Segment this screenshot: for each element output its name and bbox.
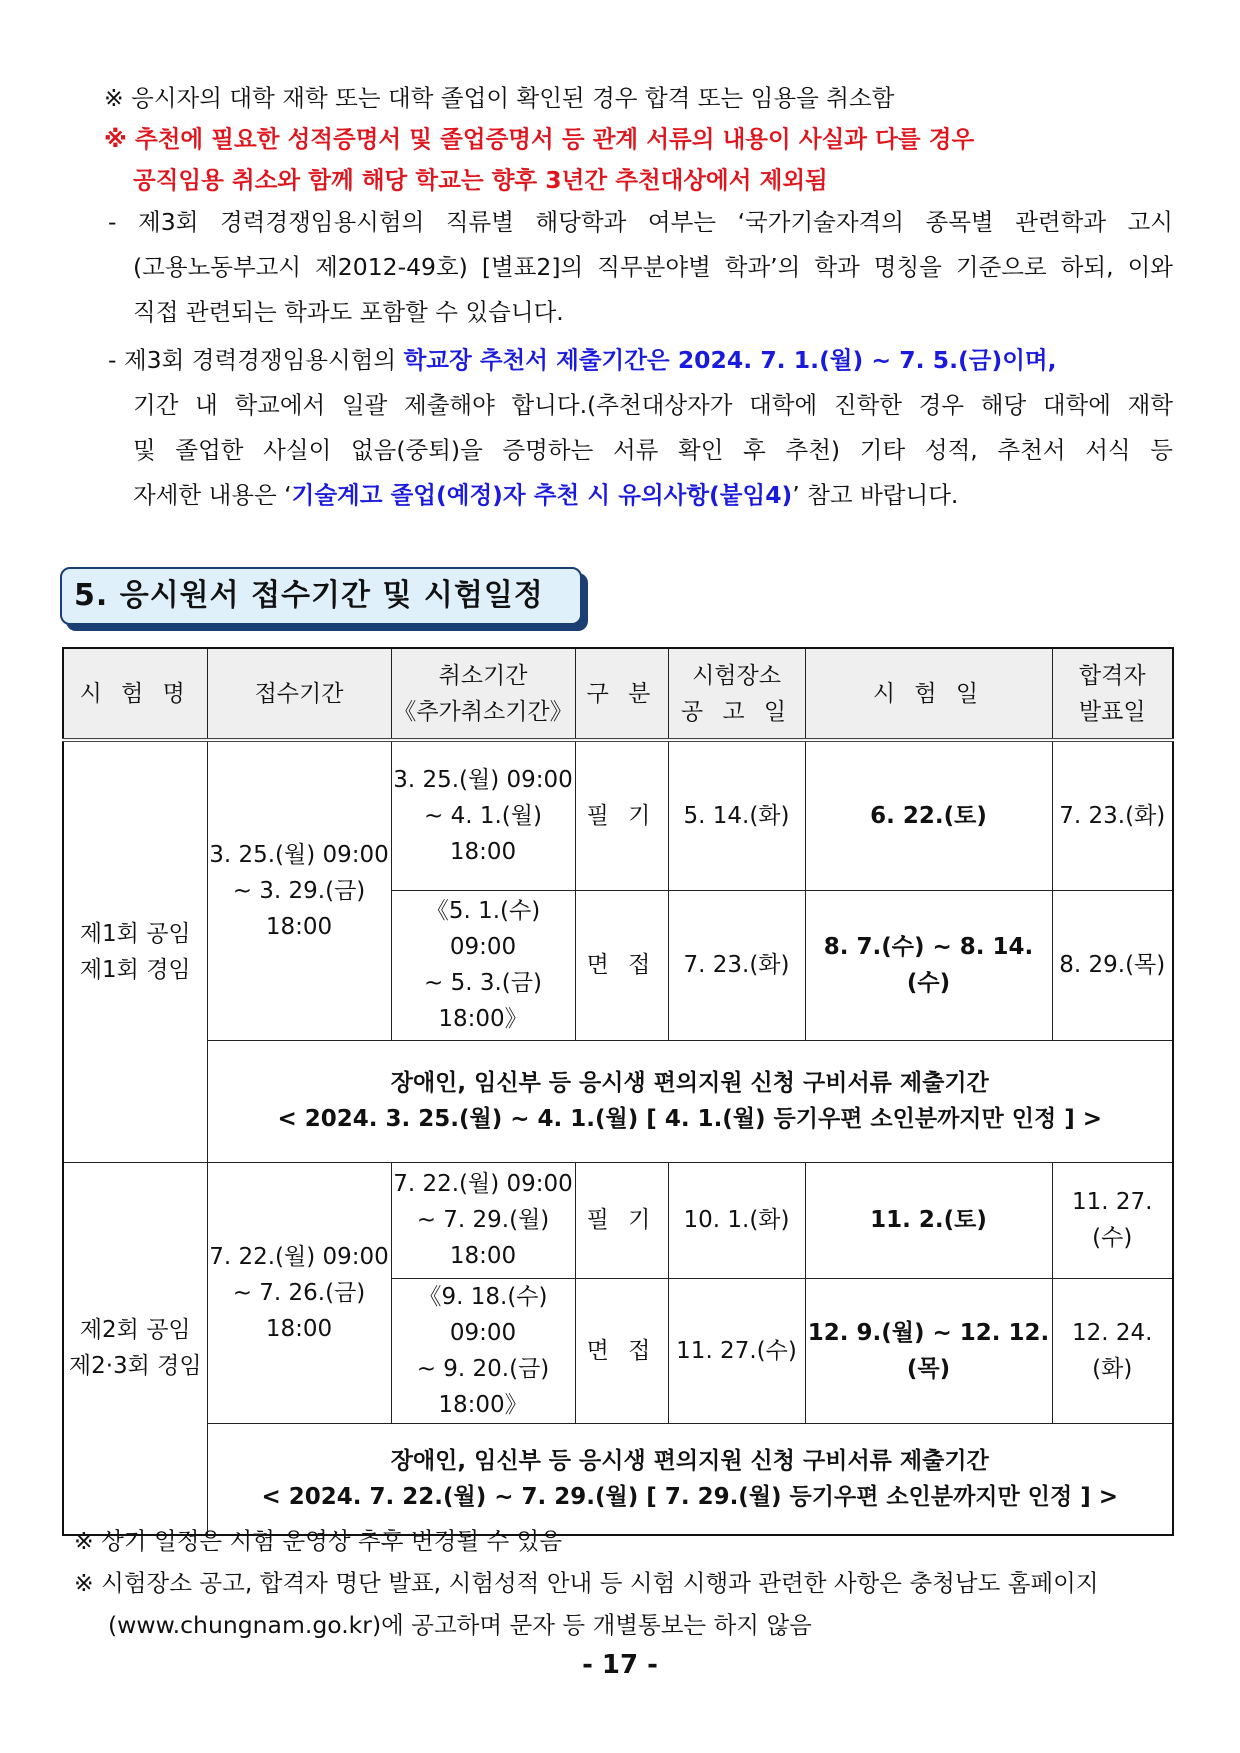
recommend-ref-suffix: ’ 참고 바랍니다. bbox=[792, 481, 959, 509]
table-row bbox=[63, 1162, 1173, 1278]
extra-cancel-period-round-1: 《5. 1.(수) 09:00 ~ 5. 3.(금) 18:00》 bbox=[391, 890, 575, 1040]
page-number: - 17 - bbox=[582, 1650, 658, 1680]
recommend-ref-prefix: 자세한 내용은 ‘ bbox=[133, 481, 292, 509]
accommodation-notice-round-2: 장애인, 임신부 등 응시생 편의지원 신청 구비서류 제출기간 < 2024. 7. 22.(월) ~ 7. 29.(월) [ 7. 29.(월) 등기우편 소인분까지만 인정 ] > bbox=[207, 1423, 1173, 1535]
result-date-interview: 12. 24.(화) bbox=[1052, 1278, 1173, 1423]
note-cancel-enrollment: ※ 응시자의 대학 재학 또는 대학 졸업이 확인된 경우 합격 또는 임용을 취소함 bbox=[104, 84, 895, 112]
receipt-period-round-1: 3. 25.(월) 09:00 ~ 3. 29.(금) 18:00 bbox=[207, 740, 391, 1040]
header-receipt-period: 접수기간 bbox=[207, 648, 391, 740]
note-schedule-change: ※ 상기 일정은 시험 운영상 추후 변경될 수 있음 bbox=[74, 1527, 563, 1555]
note-false-documents-1: ※ 추천에 필요한 성적증명서 및 졸업증명서 등 관계 서류의 내용이 사실과 다를 경우 bbox=[104, 125, 975, 153]
header-venue-announce: 시험장소 공 고 일 bbox=[668, 648, 805, 740]
result-date-written: 11. 27.(수) bbox=[1052, 1162, 1173, 1278]
table-row bbox=[63, 1040, 1173, 1162]
table-header-row bbox=[63, 648, 1173, 740]
result-date-interview: 8. 29.(목) bbox=[1052, 890, 1173, 1040]
header-exam-name: 시 험 명 bbox=[63, 648, 207, 740]
paragraph-recommend-line-1 bbox=[108, 345, 1057, 375]
division-written: 필 기 bbox=[575, 740, 668, 890]
header-division: 구 분 bbox=[575, 648, 668, 740]
exam-date-interview: 8. 7.(수) ~ 8. 14.(수) bbox=[805, 890, 1052, 1040]
note-announcement-2: (www.chungnam.go.kr)에 공고하며 문자 등 개별통보는 하지 않음 bbox=[108, 1611, 812, 1639]
division-written: 필 기 bbox=[575, 1162, 668, 1278]
venue-date-interview: 7. 23.(화) bbox=[668, 890, 805, 1040]
extra-cancel-period-round-2: 《9. 18.(수) 09:00 ~ 9. 20.(금) 18:00》 bbox=[391, 1278, 575, 1423]
accommodation-notice-round-1: 장애인, 임신부 등 응시생 편의지원 신청 구비서류 제출기간 < 2024. 3. 25.(월) ~ 4. 1.(월) [ 4. 1.(월) 등기우편 소인분까지만 인정 ] > bbox=[207, 1040, 1173, 1162]
table-row bbox=[63, 1423, 1173, 1535]
venue-date-written: 5. 14.(화) bbox=[668, 740, 805, 890]
header-result-date: 합격자 발표일 bbox=[1052, 648, 1173, 740]
exam-schedule-table bbox=[62, 647, 1174, 1536]
cancel-period-round-1: 3. 25.(월) 09:00 ~ 4. 1.(월) 18:00 bbox=[391, 740, 575, 890]
note-announcement-1: ※ 시험장소 공고, 합격자 명단 발표, 시험성적 안내 등 시험 시행과 관련한 사항은 충청남도 홈페이지 bbox=[74, 1569, 1099, 1597]
result-date-written: 7. 23.(화) bbox=[1052, 740, 1173, 890]
paragraph-recommend-line-2: 기간 내 학교에서 일괄 제출해야 합니다.(추천대상자가 대학에 진학한 경우 해당 대학에 재학 bbox=[133, 391, 1173, 419]
exam-name-round-1: 제1회 공임 제1회 경임 bbox=[63, 740, 207, 1162]
section-title: 5. 응시원서 접수기간 및 시험일정 bbox=[60, 567, 582, 625]
recommend-period-highlight: 학교장 추천서 제출기간은 2024. 7. 1.(월) ~ 7. 5.(금)이며, bbox=[403, 346, 1057, 374]
paragraph-dept-line-1: - 제3회 경력경쟁임용시험의 직류별 해당학과 여부는 ‘국가기술자격의 종목별 관련학과 고시 bbox=[108, 208, 1173, 236]
attachment-4-reference: 기술계고 졸업(예정)자 추천 시 유의사항(붙임4) bbox=[291, 481, 793, 509]
exam-date-interview: 12. 9.(월) ~ 12. 12.(목) bbox=[805, 1278, 1052, 1423]
recommend-prefix: - 제3회 경력경쟁임용시험의 bbox=[108, 346, 404, 374]
paragraph-dept-line-2: (고용노동부고시 제2012-49호) [별표2]의 직무분야별 학과’의 학과 명칭을 기준으로 하되, 이와 bbox=[133, 253, 1173, 281]
note-false-documents-2: 공직임용 취소와 함께 해당 학교는 향후 3년간 추천대상에서 제외됨 bbox=[133, 166, 828, 194]
header-exam-date: 시 험 일 bbox=[805, 648, 1052, 740]
table-row bbox=[63, 740, 1173, 890]
division-interview: 면 접 bbox=[575, 890, 668, 1040]
venue-date-interview: 11. 27.(수) bbox=[668, 1278, 805, 1423]
paragraph-recommend-line-3: 및 졸업한 사실이 없음(중퇴)을 증명하는 서류 확인 후 추천) 기타 성적, 추천서 서식 등 bbox=[133, 436, 1173, 464]
venue-date-written: 10. 1.(화) bbox=[668, 1162, 805, 1278]
exam-date-written: 11. 2.(토) bbox=[805, 1162, 1052, 1278]
exam-name-round-2: 제2회 공임 제2·3회 경임 bbox=[63, 1162, 207, 1535]
receipt-period-round-2: 7. 22.(월) 09:00 ~ 7. 26.(금) 18:00 bbox=[207, 1162, 391, 1423]
paragraph-dept-line-3: 직접 관련되는 학과도 포함할 수 있습니다. bbox=[133, 298, 564, 326]
header-cancel-period: 취소기간 《추가취소기간》 bbox=[391, 648, 575, 740]
cancel-period-round-2: 7. 22.(월) 09:00 ~ 7. 29.(월) 18:00 bbox=[391, 1162, 575, 1278]
exam-date-written: 6. 22.(토) bbox=[805, 740, 1052, 890]
division-interview: 면 접 bbox=[575, 1278, 668, 1423]
paragraph-recommend-line-4 bbox=[133, 480, 958, 510]
